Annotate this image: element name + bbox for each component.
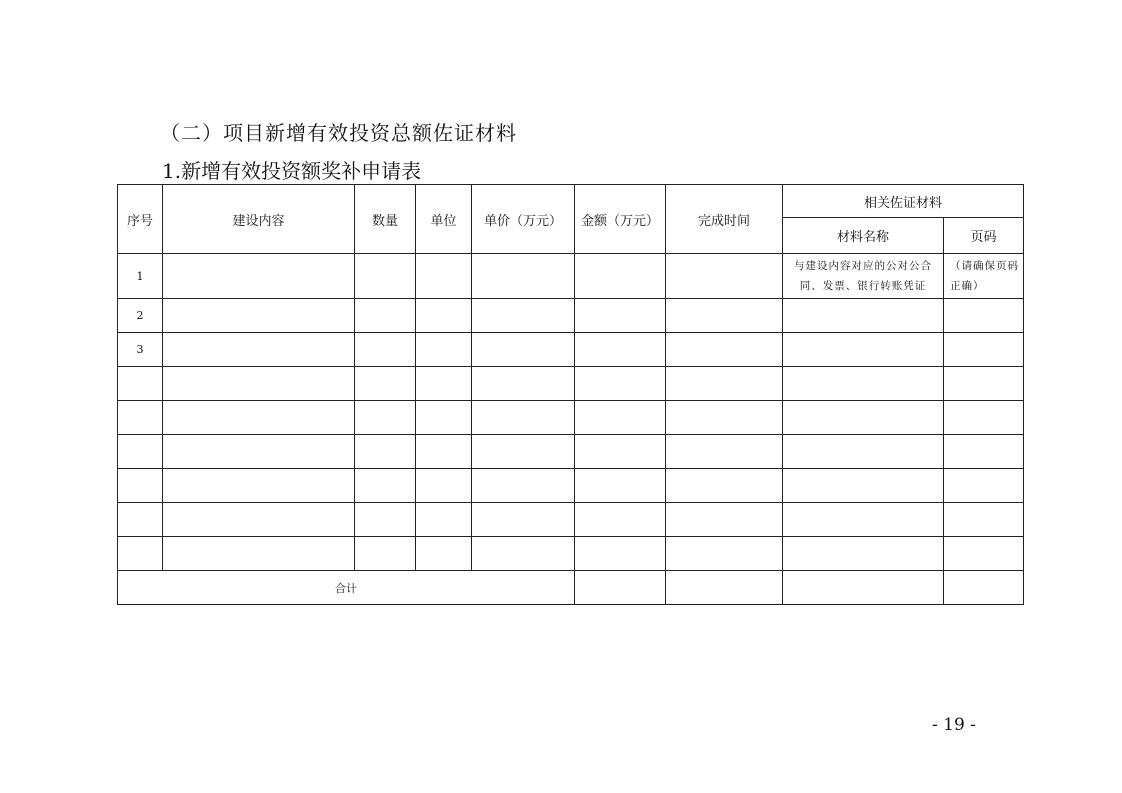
material-name-cell[interactable] [783, 503, 944, 537]
content-cell[interactable] [163, 503, 355, 537]
quantity-cell[interactable] [355, 401, 416, 435]
unit-cell[interactable] [416, 333, 472, 367]
unit-cell[interactable] [416, 537, 472, 571]
material-name-cell[interactable] [783, 469, 944, 503]
quantity-cell[interactable] [355, 435, 416, 469]
page-cell[interactable] [944, 333, 1024, 367]
completion-time-cell[interactable] [666, 469, 783, 503]
unit-price-cell[interactable] [472, 367, 575, 401]
header-content: 建设内容 [163, 185, 355, 254]
content-cell[interactable] [163, 254, 355, 299]
page-number: - 19 - [932, 715, 976, 735]
content-cell[interactable] [163, 401, 355, 435]
unit-price-cell[interactable] [472, 503, 575, 537]
amount-cell[interactable] [575, 299, 666, 333]
material-name-cell[interactable]: 与建设内容对应的公对公合同、发票、银行转账凭证 [783, 254, 944, 299]
quantity-cell[interactable] [355, 254, 416, 299]
table-row [118, 537, 1024, 571]
section-heading: （二）项目新增有效投资总额佐证材料 [160, 121, 517, 145]
seq-cell [118, 469, 163, 503]
total-page-cell[interactable] [944, 571, 1024, 605]
content-cell[interactable] [163, 299, 355, 333]
page-cell[interactable] [944, 503, 1024, 537]
page-cell[interactable] [944, 401, 1024, 435]
table-row [118, 469, 1024, 503]
page-cell[interactable]: （请确保页码正确） [944, 254, 1024, 299]
quantity-cell[interactable] [355, 333, 416, 367]
unit-cell[interactable] [416, 503, 472, 537]
unit-price-cell[interactable] [472, 333, 575, 367]
header-material-name: 材料名称 [783, 218, 944, 254]
unit-price-cell[interactable] [472, 254, 575, 299]
table-row [118, 401, 1024, 435]
completion-time-cell[interactable] [666, 367, 783, 401]
seq-cell: 1 [118, 254, 163, 299]
amount-cell[interactable] [575, 503, 666, 537]
table-row [118, 435, 1024, 469]
amount-cell[interactable] [575, 401, 666, 435]
header-seq: 序号 [118, 185, 163, 254]
quantity-cell[interactable] [355, 299, 416, 333]
unit-cell[interactable] [416, 254, 472, 299]
completion-time-cell[interactable] [666, 254, 783, 299]
content-cell[interactable] [163, 435, 355, 469]
content-cell[interactable] [163, 333, 355, 367]
table-row [118, 333, 1024, 367]
total-completion-cell[interactable] [666, 571, 783, 605]
quantity-cell[interactable] [355, 367, 416, 401]
table-row [118, 503, 1024, 537]
page-cell[interactable] [944, 537, 1024, 571]
total-material-cell[interactable] [783, 571, 944, 605]
completion-time-cell[interactable] [666, 537, 783, 571]
material-name-cell[interactable] [783, 333, 944, 367]
amount-cell[interactable] [575, 537, 666, 571]
seq-cell: 3 [118, 333, 163, 367]
amount-cell[interactable] [575, 254, 666, 299]
amount-cell[interactable] [575, 469, 666, 503]
seq-cell [118, 435, 163, 469]
header-evidence-group: 相关佐证材料 [783, 185, 1024, 218]
material-name-cell[interactable] [783, 299, 944, 333]
amount-cell[interactable] [575, 367, 666, 401]
quantity-cell[interactable] [355, 537, 416, 571]
material-name-cell[interactable] [783, 367, 944, 401]
material-name-cell[interactable] [783, 537, 944, 571]
total-amount-cell[interactable] [575, 571, 666, 605]
amount-cell[interactable] [575, 435, 666, 469]
seq-cell: 2 [118, 299, 163, 333]
page-cell[interactable] [944, 435, 1024, 469]
unit-cell[interactable] [416, 367, 472, 401]
unit-cell[interactable] [416, 401, 472, 435]
table-row [118, 299, 1024, 333]
table-title: 1.新增有效投资额奖补申请表 [162, 159, 422, 183]
header-unit: 单位 [416, 185, 472, 254]
table-row [118, 367, 1024, 401]
content-cell[interactable] [163, 537, 355, 571]
header-completion-time: 完成时间 [666, 185, 783, 254]
content-cell[interactable] [163, 367, 355, 401]
amount-cell[interactable] [575, 333, 666, 367]
quantity-cell[interactable] [355, 503, 416, 537]
quantity-cell[interactable] [355, 469, 416, 503]
page-cell[interactable] [944, 469, 1024, 503]
unit-price-cell[interactable] [472, 469, 575, 503]
total-label: 合计 [118, 571, 575, 605]
unit-cell[interactable] [416, 469, 472, 503]
completion-time-cell[interactable] [666, 401, 783, 435]
content-cell[interactable] [163, 469, 355, 503]
unit-price-cell[interactable] [472, 435, 575, 469]
completion-time-cell[interactable] [666, 333, 783, 367]
material-name-cell[interactable] [783, 435, 944, 469]
unit-price-cell[interactable] [472, 299, 575, 333]
header-quantity: 数量 [355, 185, 416, 254]
seq-cell [118, 503, 163, 537]
unit-cell[interactable] [416, 299, 472, 333]
unit-price-cell[interactable] [472, 401, 575, 435]
completion-time-cell[interactable] [666, 435, 783, 469]
seq-cell [118, 401, 163, 435]
table-row [118, 254, 1024, 299]
material-name-cell[interactable] [783, 401, 944, 435]
investment-subsidy-table [117, 184, 1024, 605]
completion-time-cell[interactable] [666, 299, 783, 333]
header-amount: 金额（万元） [575, 185, 666, 254]
completion-time-cell[interactable] [666, 503, 783, 537]
total-row [118, 571, 1024, 605]
seq-cell [118, 367, 163, 401]
seq-cell [118, 537, 163, 571]
unit-price-cell[interactable] [472, 537, 575, 571]
header-unit-price: 单价（万元） [472, 185, 575, 254]
page-cell[interactable] [944, 367, 1024, 401]
header-page: 页码 [944, 218, 1024, 254]
page-cell[interactable] [944, 299, 1024, 333]
unit-cell[interactable] [416, 435, 472, 469]
